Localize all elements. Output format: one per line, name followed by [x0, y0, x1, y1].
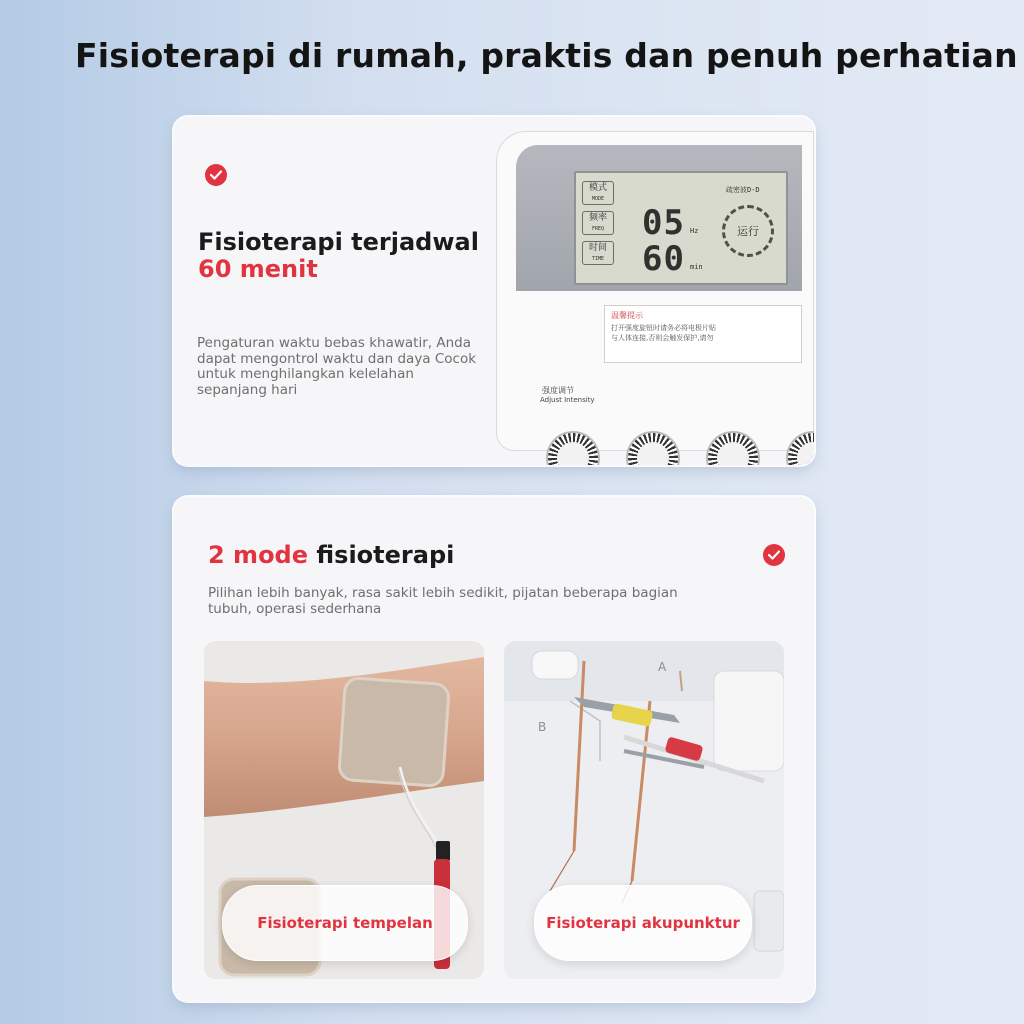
- mode-acupuncture-label: Fisioterapi akupunktur: [534, 885, 752, 961]
- acupuncture-therapy-photo: [504, 641, 784, 979]
- lcd-run-indicator: 运行: [722, 205, 774, 257]
- check-icon: [205, 164, 227, 186]
- description-line: Pilihan lebih banyak, rasa sakit lebih sedikit, pijatan beberapa bagian: [208, 585, 678, 601]
- intensity-knob: [548, 433, 598, 465]
- feature-title-rest: fisioterapi: [316, 541, 455, 569]
- feature-description: [208, 586, 768, 617]
- device-panel: [516, 145, 802, 291]
- lcd-wave-label: 疏密波D-D: [726, 186, 760, 194]
- feature-title-main: Fisioterapi terjadwal: [198, 228, 479, 256]
- lcd-freq-unit: Hz: [690, 227, 699, 235]
- device-image: [496, 131, 814, 451]
- intensity-knob: [628, 433, 678, 465]
- lcd-time-value: 60: [642, 239, 685, 279]
- feature-card-scheduled: [174, 117, 814, 465]
- feature-title: [198, 229, 479, 283]
- description-line: tubuh, operasi sederhana: [208, 600, 382, 617]
- feature-title-duration: 60 menit: [198, 255, 318, 283]
- svg-text:B: B: [538, 720, 547, 734]
- page-headline: Fisioterapi di rumah, praktis dan penuh perhatian: [75, 36, 1018, 75]
- device-intensity-label: 强度调节 Adjust Intensity: [540, 386, 595, 404]
- feature-title: [208, 541, 454, 569]
- description-line: dapat mengontrol waktu dan daya Cocok: [197, 350, 477, 367]
- lcd-time-unit: min: [690, 263, 703, 271]
- feature-description: [197, 336, 497, 398]
- description-line: Pengaturan waktu bebas khawatir, Anda: [197, 335, 471, 351]
- patch-therapy-photo: [204, 641, 484, 979]
- device-warning-label: 温馨提示 打开强度旋钮时请务必将电极片贴 与人体连接,否则会触发保护,请勿: [604, 305, 802, 363]
- device-lcd-screen: [574, 171, 788, 285]
- svg-text:A: A: [658, 660, 667, 674]
- lcd-time-label: 时间 TIME: [582, 241, 614, 265]
- lcd-freq-value: 05: [642, 203, 685, 243]
- description-line: untuk menghilangkan kelelahan: [197, 366, 414, 382]
- feature-title-highlight: 2 mode: [208, 541, 309, 569]
- mode-patch-label: Fisioterapi tempelan: [222, 885, 468, 961]
- feature-card-modes: [174, 497, 814, 1001]
- lcd-freq-label: 频率 FREQ: [582, 211, 614, 235]
- lcd-mode-label: 模式 MODE: [582, 181, 614, 205]
- intensity-knob: [788, 433, 814, 465]
- description-line: sepanjang hari: [197, 381, 298, 398]
- intensity-knob: [708, 433, 758, 465]
- check-icon: [763, 544, 785, 566]
